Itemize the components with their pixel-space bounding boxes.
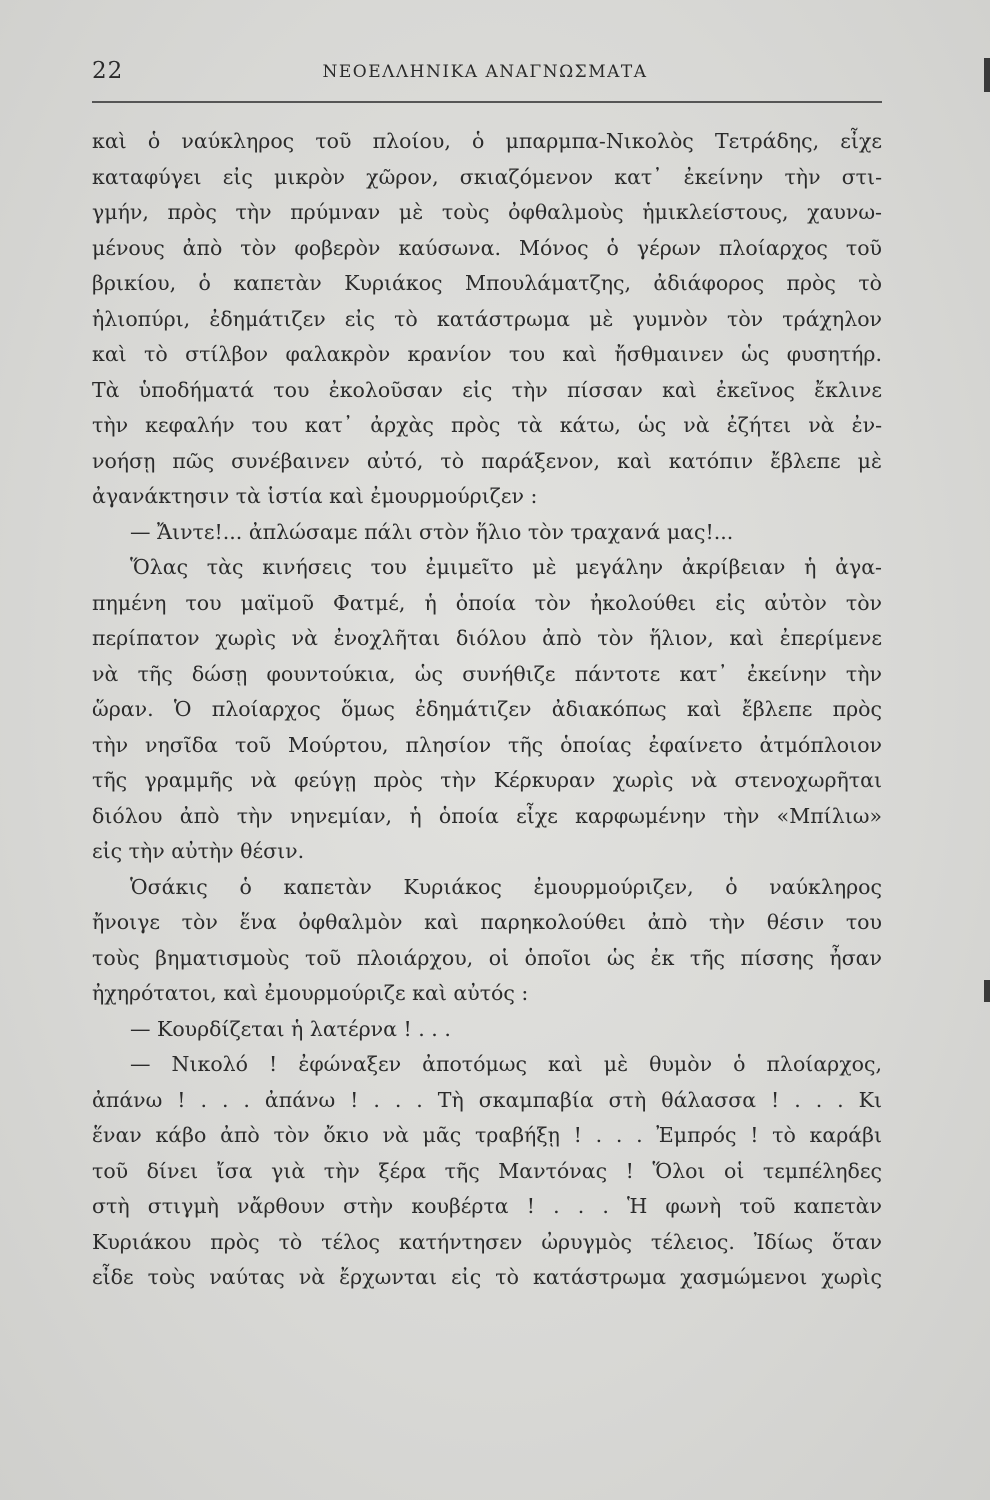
text-line: μένους ἀπὸ τὸν φοβερὸν καύσωνα. Μόνος ὁ γέρων πλοίαρχος τοῦ [92,235,882,260]
text-line: ἕναν κάβο ἀπὸ τὸν ὄκιο νὰ μᾶς τραβήξῃ ! . . . Ἐμπρός ! τὸ καράβι [92,1123,882,1147]
text-line: τῆς γραμμῆς νὰ φεύγῃ πρὸς τὴν Κέρκυραν χωρὶς νὰ στενοχωρῆται [92,768,882,792]
text-line: ἀπάνω ! . . . ἀπάνω ! . . . Τὴ σκαμπαβία στὴ θάλασσα ! . . . Κι [92,1087,882,1112]
text-line: πημένη του μαϊμοῦ Φατμέ, ἡ ὁποία τὸν ἠκολούθει εἰς αὐτὸν τὸν [92,590,882,615]
page-header [92,58,878,102]
page-edge-mark [984,980,990,1002]
text-line: βρικίου, ὁ καπετὰν Κυριάκος Μπουλάματζης, ἀδιάφορος πρὸς τὸ [92,271,882,295]
text-line: τὴν κεφαλήν του κατ᾽ ἀρχὰς πρὸς τὰ κάτω, ὡς νὰ ἐζήτει νὰ ἐν- [92,413,882,437]
page-number: 22 [92,58,124,84]
header-rule [92,101,882,103]
text-line: Τὰ ὑποδήματά του ἐκολοῦσαν εἰς τὴν πίσσαν καὶ ἐκεῖνος ἔκλινε [92,377,882,402]
text-line: εἰς τὴν αὐτὴν θέσιν. [92,839,305,863]
page-edge-mark [984,58,990,92]
text-line: ἀγανάκτησιν τὰ ἱστία καὶ ἐμουρμούριζεν : [92,484,538,508]
text-line: τοὺς βηματισμοὺς τοῦ πλοιάρχου, οἱ ὁποῖοι ὡς ἐκ τῆς πίσσης ἦσαν [92,945,882,970]
text-line: ἡλιοπύρι, ἐδημάτιζεν εἰς τὸ κατάστρωμα μὲ γυμνὸν τὸν τράχηλον [92,306,882,331]
text-line: ὥραν. Ὁ πλοίαρχος ὅμως ἐδημάτιζεν ἀδιακόπως καὶ ἔβλεπε πρὸς [92,697,882,721]
text-line: εἶδε τοὺς ναύτας νὰ ἔρχωνται εἰς τὸ κατάστρωμα χασμώμενοι χωρὶς [92,1265,882,1289]
text-line: ἤνοιγε τὸν ἕνα ὀφθαλμὸν καὶ παρηκολούθει ἀπὸ τὴν θέσιν του [92,910,882,934]
text-line: τοῦ δίνει ἴσα γιὰ τὴν ξέρα τῆς Μαντόνας ! Ὅλοι οἱ τεμπέληδες [92,1158,882,1183]
dialogue-line: — Κουρδίζεται ἡ λατέρνα ! . . . [130,1016,451,1041]
text-line: νοήσῃ πῶς συνέβαινεν αὐτό, τὸ παράξενον, καὶ κατόπιν ἔβλεπε μὲ [92,448,882,473]
text-line: γμήν, πρὸς τὴν πρύμναν μὲ τοὺς ὀφθαλμοὺς ἡμικλείστους, χαυνω- [92,200,882,224]
text-line: καταφύγει εἰς μικρὸν χῶρον, σκιαζόμενον κατ᾽ ἐκείνην τὴν στι- [92,164,882,189]
text-line: τὴν νησῖδα τοῦ Μούρτου, πλησίον τῆς ὁποίας ἐφαίνετο ἀτμόπλοιον [92,732,882,757]
body-text [92,124,882,1296]
dialogue-line: — Νικολό ! ἐφώναξεν ἀποτόμως καὶ μὲ θυμὸν ὁ πλοίαρχος, [130,1052,882,1076]
text-line: καὶ τὸ στίλβον φαλακρὸν κρανίον του καὶ ἤσθμαινεν ὡς φυσητήρ. [92,342,882,366]
text-line: στὴ στιγμὴ νἄρθουν στὴν κουβέρτα ! . . . Ἡ φωνὴ τοῦ καπετὰν [92,1194,882,1218]
text-line: διόλου ἀπὸ τὴν νηνεμίαν, ἡ ὁποία εἶχε καρφωμένην τὴν «Μπίλιω» [92,803,882,828]
text-line: ἠχηρότατοι, καὶ ἐμουρμούριζε καὶ αὐτός : [92,981,529,1005]
text-line: περίπατον χωρὶς νὰ ἐνοχλῆται διόλου ἀπὸ τὸν ἥλιον, καὶ ἐπερίμενε [92,626,882,650]
running-title: ΝΕΟΕΛΛΗΝΙΚΑ ΑΝΑΓΝΩΣΜΑΤΑ [322,62,648,82]
text-line: Ὁσάκις ὁ καπετὰν Κυριάκος ἐμουρμούριζεν, ὁ ναύκληρος [130,874,882,899]
text-line: Κυριάκου πρὸς τὸ τέλος κατήντησεν ὠρυγμὸς τέλειος. Ἰδίως ὅταν [92,1229,882,1254]
text-line: Ὅλας τὰς κινήσεις του ἐμιμεῖτο μὲ μεγάλην ἀκρίβειαν ἡ ἀγα- [130,555,882,579]
dialogue-line: — Ἄιντε!... ἀπλώσαμε πάλι στὸν ἥλιο τὸν τραχανά μας!... [130,519,734,544]
text-line: νὰ τῆς δώσῃ φουντούκια, ὡς συνήθιζε πάντοτε κατ᾽ ἐκείνην τὴν [92,661,882,686]
text-line: καὶ ὁ ναύκληρος τοῦ πλοίου, ὁ μπαρμπα-Νικολὸς Τετράδης, εἶχε [92,129,882,153]
